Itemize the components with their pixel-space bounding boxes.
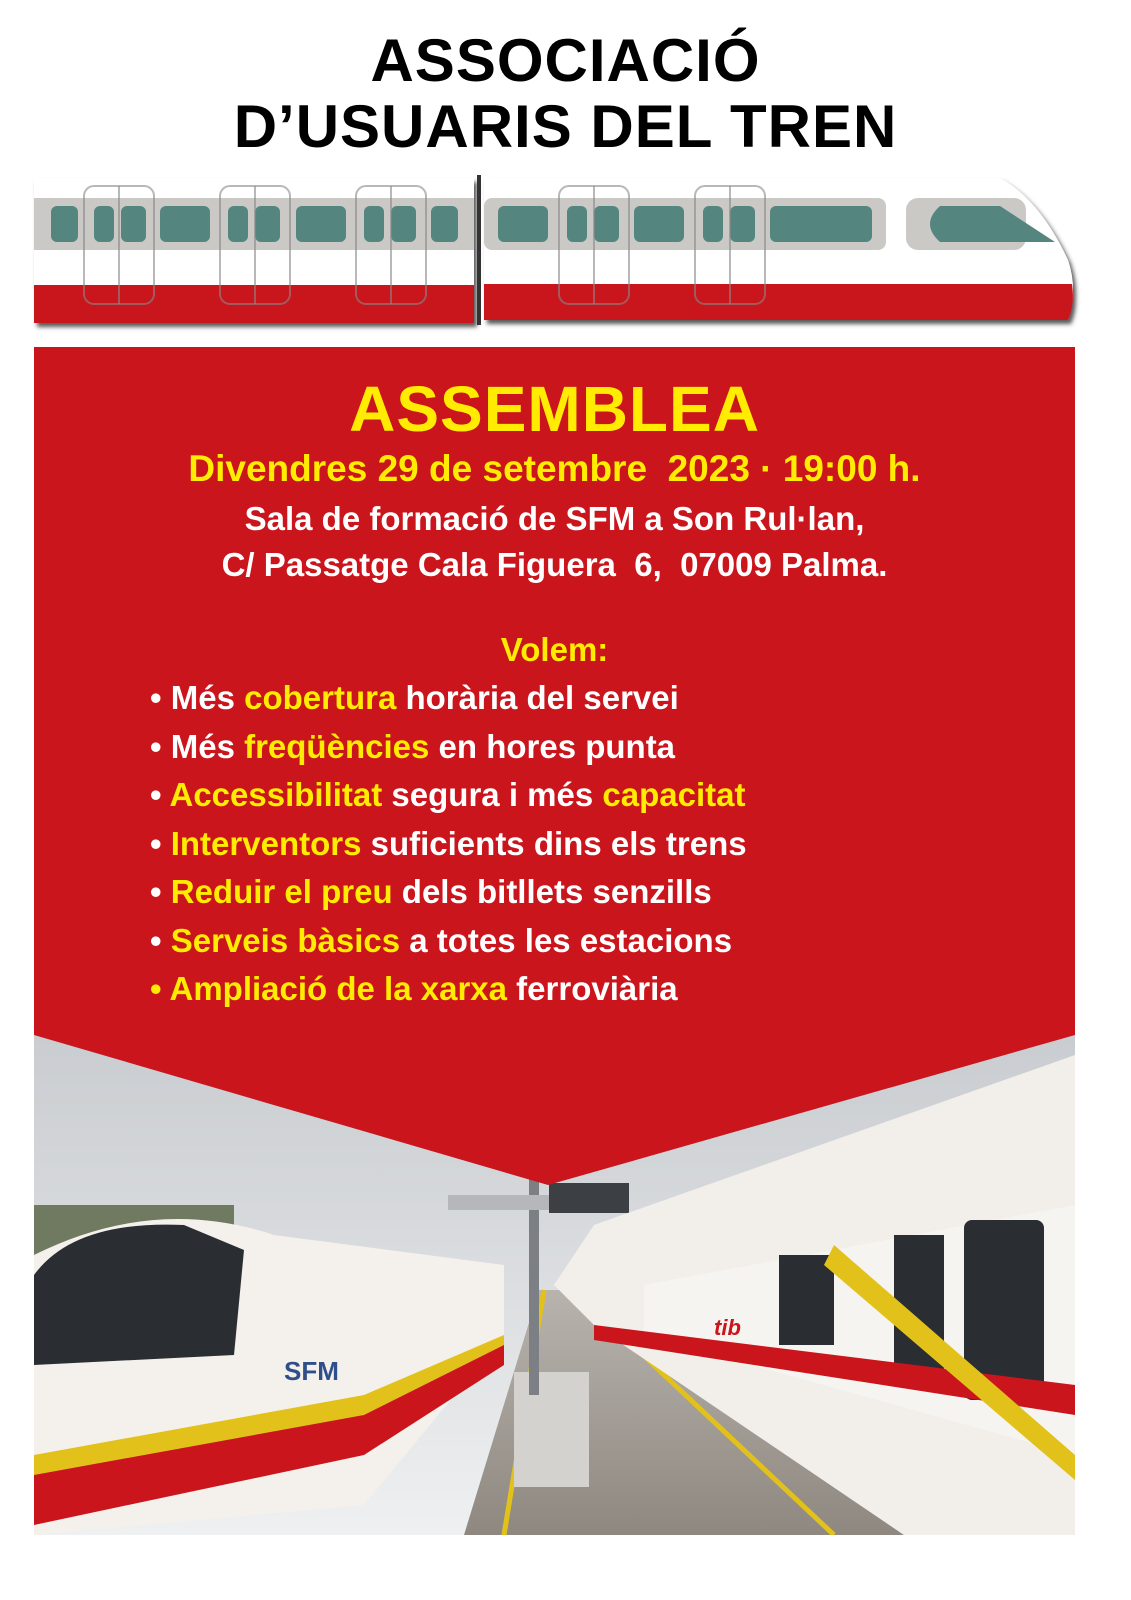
event-address-line2: C/ Passatge Cala Figuera 6, 07009 Palma. (221, 546, 888, 583)
demand-item (150, 967, 747, 1016)
demand-text: en hores punta (429, 727, 676, 765)
highlighted-text: cobertura (244, 679, 397, 716)
association-name-line1: ASSOCIACIÓ (370, 27, 761, 94)
event-address-line1: Sala de formació de SFM a Son Rul·lan, (244, 500, 865, 537)
demand-item (150, 870, 747, 919)
tib-logo: tib (714, 1315, 741, 1340)
demand-text: dels bitllets senzills (392, 873, 712, 910)
event-title: ASSEMBLEA (349, 373, 760, 445)
highlighted-text: Reduir el preu (170, 873, 393, 910)
sfm-logo: SFM (284, 1356, 339, 1386)
demand-text: segura i més (382, 776, 603, 813)
event-date-time: Divendres 29 de setembre 2023 · 19:00 h. (188, 448, 921, 489)
demand-text: • Més (150, 727, 245, 765)
highlighted-text: Serveis bàsics (170, 921, 401, 959)
demands-heading: Volem: (500, 631, 609, 668)
panel-chevron (34, 1035, 1075, 1187)
demand-text: • (150, 824, 171, 862)
highlighted-text: Interventors (170, 824, 362, 862)
train-illustration (0, 170, 1131, 335)
highlighted-text: freqüències (244, 727, 430, 765)
association-name-line2: D’USUARIS DEL TREN (233, 93, 898, 160)
demand-item (150, 773, 747, 822)
demand-text: horària del servei (396, 679, 679, 716)
demand-text: ferroviària (507, 970, 678, 1007)
demand-text: • (150, 921, 171, 959)
demand-text: • Més (150, 679, 245, 716)
demand-item (150, 676, 747, 725)
demand-item (150, 919, 747, 968)
demand-text: a totes les estacions (400, 921, 733, 959)
demand-item (150, 725, 747, 774)
demand-item (150, 822, 747, 871)
demand-text: • (150, 776, 170, 813)
highlighted-text: Accessibilitat (169, 776, 383, 813)
demand-text: • (150, 873, 171, 910)
highlighted-text: capacitat (602, 776, 746, 813)
highlighted-text: • Ampliació de la xarxa (150, 970, 507, 1007)
demands-list (150, 676, 747, 1016)
demand-text: suficients dins els trens (361, 824, 747, 862)
